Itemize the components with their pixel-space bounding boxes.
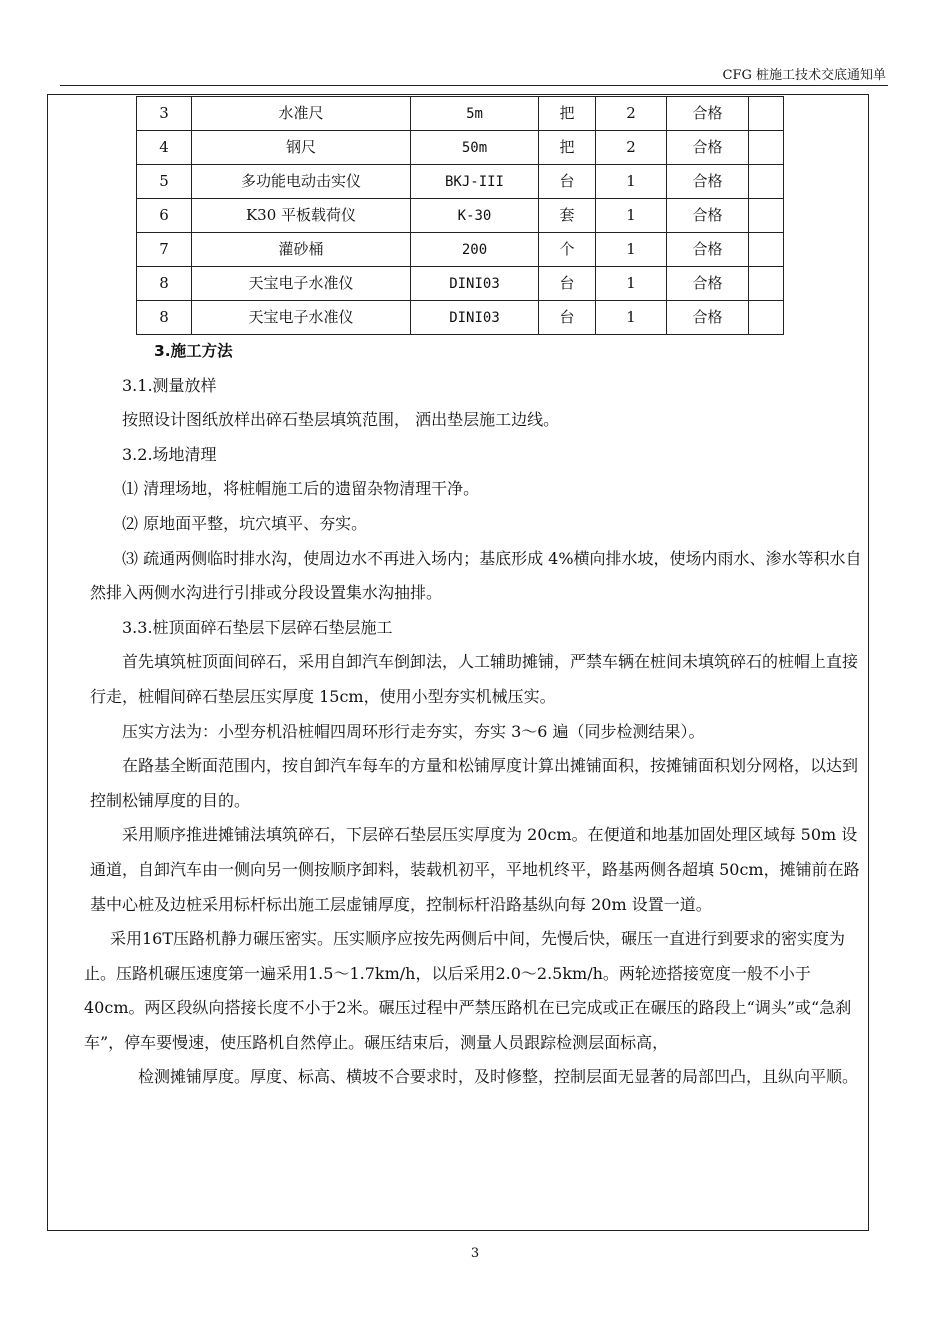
table-cell: 6 xyxy=(137,199,192,233)
table-cell: 2 xyxy=(596,131,667,165)
paragraph-3-3-6: 检测摊铺厚度。厚度、标高、横坡不合要求时，及时修整，控制层面无显著的局部凹凸，且纵向平顺。 xyxy=(138,1067,859,1087)
table-cell: 8 xyxy=(137,301,192,335)
table-cell: 200 xyxy=(411,233,539,267)
subsection-title-3-2: 3.2.场地清理 xyxy=(122,444,217,464)
table-cell: 合格 xyxy=(667,301,749,335)
document-header: CFG 桩施工技术交底通知单 xyxy=(60,66,888,86)
equipment-table xyxy=(136,96,784,335)
table-cell: DINI03 xyxy=(411,301,539,335)
table-cell: 5 xyxy=(137,165,192,199)
table-cell: 合格 xyxy=(667,165,749,199)
table-cell: 套 xyxy=(539,199,596,233)
table-cell: 7 xyxy=(137,233,192,267)
table-row xyxy=(137,301,784,335)
construction-method-section xyxy=(58,334,862,1095)
table-cell: 合格 xyxy=(667,199,749,233)
table-cell xyxy=(749,97,784,131)
list-item-3-2-1: ⑴ 清理场地，将桩帽施工后的遗留杂物清理干净。 xyxy=(122,479,480,499)
table-cell: 把 xyxy=(539,97,596,131)
paragraph-3-3-4: 采用顺序推进摊铺法填筑碎石，下层碎石垫层压实厚度为 20cm。在便道和地基加固处理区域每 50m 设通道，自卸汽车由一侧向另一侧按顺序卸料，装载机初平，平地机终平，路基两侧各超填 50cm，摊铺前在路基中心桩及边桩采用标杆标出施工层虚铺厚度，控制标杆沿路基纵向每 20m 设置一道。 xyxy=(90,825,860,914)
table-cell: 8 xyxy=(137,267,192,301)
table-row xyxy=(137,233,784,267)
table-cell: K30 平板载荷仪 xyxy=(192,199,411,233)
table-cell xyxy=(749,267,784,301)
paragraph-3-3-1: 首先填筑桩顶面间碎石，采用自卸汽车倒卸法，人工辅助摊铺，严禁车辆在桩间未填筑碎石的桩帽上直接行走，桩帽间碎石垫层压实厚度 15cm，使用小型夯实机械压实。 xyxy=(90,652,859,706)
list-item-3-2-3: ⑶ 疏通两侧临时排水沟，使周边水不再进入场内；基底形成 4%横向排水坡，使场内雨水、渗水等积水自然排入两侧水沟进行引排或分段设置集水沟抽排。 xyxy=(90,548,862,603)
table-cell xyxy=(749,301,784,335)
paragraph-3-1: 按照设计图纸放样出碎石垫层填筑范围， 洒出垫层施工边线。 xyxy=(122,410,560,430)
table-row xyxy=(137,131,784,165)
table-row xyxy=(137,165,784,199)
table-cell: K-30 xyxy=(411,199,539,233)
table-cell: 个 xyxy=(539,233,596,267)
table-row xyxy=(137,199,784,233)
paragraph-3-3-3: 在路基全断面范围内，按自卸汽车每车的方量和松铺厚度计算出摊铺面积，按摊铺面积划分网格，以达到控制松铺厚度的目的。 xyxy=(90,756,859,810)
list-item-3-2-2: ⑵ 原地面平整，坑穴填平、夯实。 xyxy=(122,513,368,533)
table-cell: 1 xyxy=(596,233,667,267)
table-cell: 多功能电动击实仪 xyxy=(192,165,411,199)
table-cell xyxy=(749,199,784,233)
subsection-title-3-1: 3.1.测量放样 xyxy=(122,375,217,395)
table-cell: 合格 xyxy=(667,131,749,165)
table-cell: 合格 xyxy=(667,233,749,267)
table-cell: 4 xyxy=(137,131,192,165)
table-cell: 台 xyxy=(539,301,596,335)
section-title: 3.施工方法 xyxy=(154,342,233,360)
table-cell: 天宝电子水准仪 xyxy=(192,267,411,301)
table-cell: BKJ-III xyxy=(411,165,539,199)
table-cell: 台 xyxy=(539,267,596,301)
table-cell: 水准尺 xyxy=(192,97,411,131)
table-row xyxy=(137,267,784,301)
table-row xyxy=(137,97,784,131)
table-cell: 5m xyxy=(411,97,539,131)
table-cell: 1 xyxy=(596,165,667,199)
table-cell: 3 xyxy=(137,97,192,131)
table-cell xyxy=(749,233,784,267)
table-cell xyxy=(749,131,784,165)
paragraph-3-3-2: 压实方法为：小型夯机沿桩帽四周环形行走夯实，夯实 3～6 遍（同步检测结果）。 xyxy=(122,721,705,741)
table-cell: 合格 xyxy=(667,97,749,131)
page-number: 3 xyxy=(470,1246,480,1261)
table-cell: 把 xyxy=(539,131,596,165)
table-cell: 灌砂桶 xyxy=(192,233,411,267)
content-frame xyxy=(47,94,869,1231)
table-cell: 1 xyxy=(596,267,667,301)
subsection-title-3-3: 3.3.桩顶面碎石垫层下层碎石垫层施工 xyxy=(122,617,393,637)
table-cell: 钢尺 xyxy=(192,131,411,165)
table-cell: 1 xyxy=(596,199,667,233)
table-cell: 台 xyxy=(539,165,596,199)
table-cell xyxy=(749,165,784,199)
table-cell: 天宝电子水准仪 xyxy=(192,301,411,335)
paragraph-3-3-5: 采用16T压路机静力碾压密实。压实顺序应按先两侧后中间，先慢后快，碾压一直进行到要求的密实度为止。压路机碾压速度第一遍采用1.5～1.7km/h，以后采用2.0～2.5km/h。两轮迹搭接宽度一般不小于40cm。两区段纵向搭接长度不小于2米。碾压过程中严禁压路机在已完成或正在碾压的路段上“调头”或“急刹车”，停车要慢速，使压路机自然停止。碾压结束后，测量人员跟踪检测层面标高， xyxy=(84,929,852,1052)
table-cell: 合格 xyxy=(667,267,749,301)
table-cell: DINI03 xyxy=(411,267,539,301)
table-cell: 2 xyxy=(596,97,667,131)
table-cell: 1 xyxy=(596,301,667,335)
table-cell: 50m xyxy=(411,131,539,165)
